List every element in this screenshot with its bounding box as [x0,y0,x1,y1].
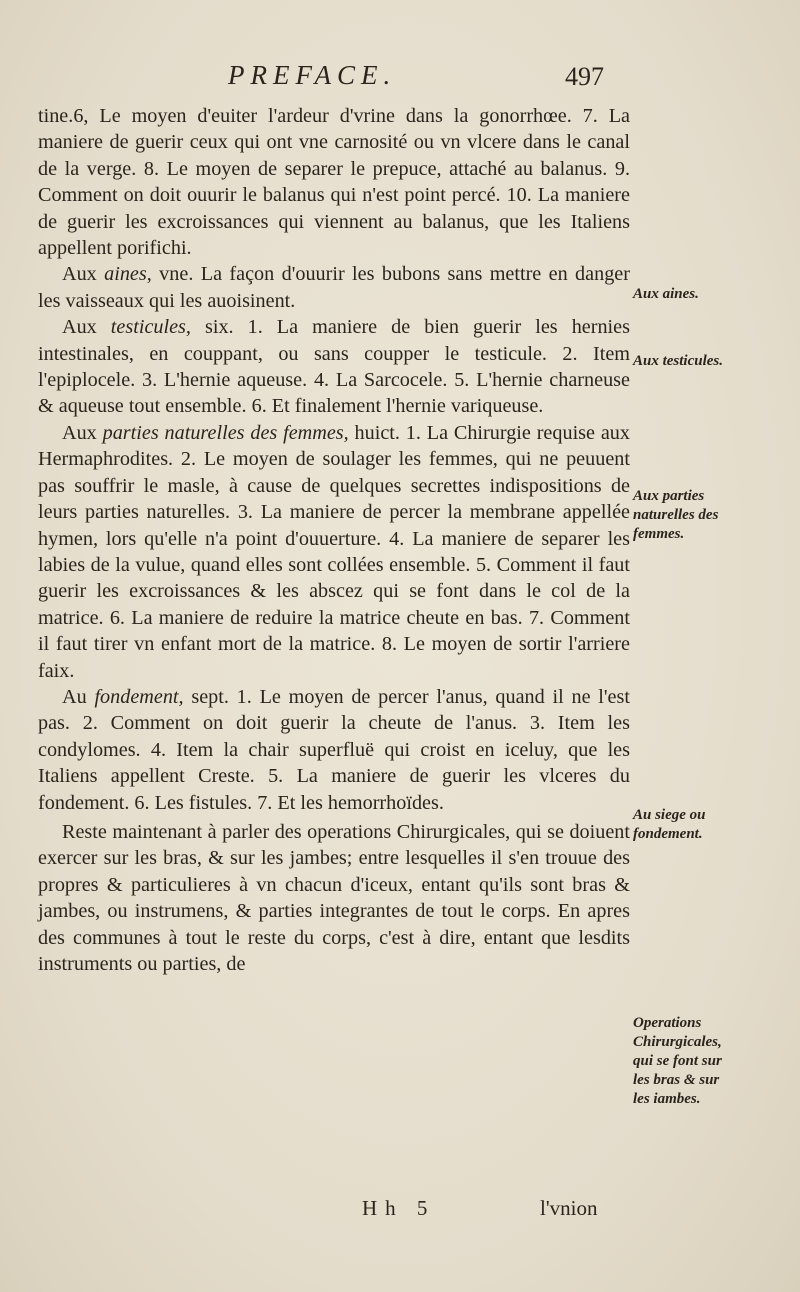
paragraph-lead: Au [62,685,95,708]
page-number: 497 [565,62,604,91]
signature-mark: Hh 5 [362,1196,436,1220]
paragraph-text: tine.6, Le moyen d'euiter l'ardeur d'vrine dans la gonorrhœe. 7. La maniere de guerir ceux qui ont vne carnosité ou vn vlcere dans le canal de la verge. 8. Le moyen de separer le prepuce, attaché au balanus. 9. Comment on doit ouurir le balanus qui n'est point percé. 10. La maniere de guerir les excroissances qui viennent au balanus, que les Italiens appellent porifichi. [38,105,630,260]
margin-note-aines: Aux aines. [633,286,699,302]
paragraph-continuation [38,103,630,261]
paragraph-fondement [38,684,630,816]
running-title: PREFACE. [228,60,397,90]
paragraph-lead-italic: testicules, [110,316,191,339]
paragraph-parties-naturelles [38,420,630,684]
paragraph-lead-italic: aines, [104,263,152,286]
paragraph-lead: Aux [62,316,111,339]
page-footer [0,1196,800,1226]
paragraph-lead-italic: fondement, [94,685,184,708]
page-header [0,60,800,96]
paragraph-lead-italic: parties naturelles des femmes, [102,421,349,444]
paragraph-text: vne. La façon d'ouurir les bubons sans mettre en danger les vaisseaux qui les auoisinent. [38,263,630,312]
margin-note-parties-naturelles: Aux parties naturelles des femmes. [633,488,719,542]
paragraph-text: six. 1. La maniere de bien guerir les hernies intestinales, en couppant, ou sans coupper le testicule. 2. Item l'epiplocele. 3. L'hernie aqueuse. 4. La Sarcocele. 5. L'hernie charneuse & aqueuse tout ensemble. 6. Et finalement l'hernie variqueuse. [38,316,630,418]
paragraph-text: Reste maintenant à parler des operations Chirurgicales, qui se doiuent exercer sur les bras, & sur les jambes; entre lesquelles il s'en trouue des propres & particulieres à vn chacun d'iceux, entant qu'ils sont bras & jambes, ou instrumens, & parties integrantes de tout le corps. En apres des communes à tout le reste du corps, c'est à dire, entant que lesdits instruments ou parties, de [38,820,630,975]
margin-note-fondement: Au siege ou fondement. [633,807,706,842]
paragraph-operations [38,819,630,977]
margin-note-operations: Operations Chirurgicales, qui se font sur les bras & sur les iambes. [633,1015,722,1107]
catchword: l'vnion [540,1196,598,1220]
margin-note-testicules: Aux testicules. [633,353,724,369]
paragraph-text: huict. 1. La Chirurgie requise aux Hermaphrodites. 2. Le moyen de soulager les femmes, qui ne peuuent pas souffrir le masle, à cause de quelques secrettes indispositions de leurs parties naturelles. 3. La maniere de percer la membrane appellée hymen, lors qu'elle n'a point d'ouuerture. 4. La maniere de separer les labies de la vulue, quand elles sont collées ensemble. 5. Comment il faut guerir les excroissances & les abscez qui se font dans le col de la matrice. 6. La maniere de reduire la matrice cheute en bas. 7. Comment il faut tirer vn enfant mort de la matrice. 8. Le moyen de sortir l'arriere faix. [38,421,630,682]
paragraph-lead: Aux [62,421,103,444]
paragraph-aines [38,261,630,314]
body-text [38,103,630,977]
paragraph-text: sept. 1. Le moyen de percer l'anus, quand il ne l'est pas. 2. Comment on doit guerir la cheute de l'anus. 3. Item les condylomes. 4. Item la chair superfluë qui croist en iceluy, que les Italiens appellent Creste. 5. La maniere de guerir les vlceres du fondement. 6. Les fistules. 7. Et les hemorrhoïdes. [38,685,630,814]
paragraph-lead: Aux [62,263,105,286]
paragraph-testicules [38,314,630,420]
